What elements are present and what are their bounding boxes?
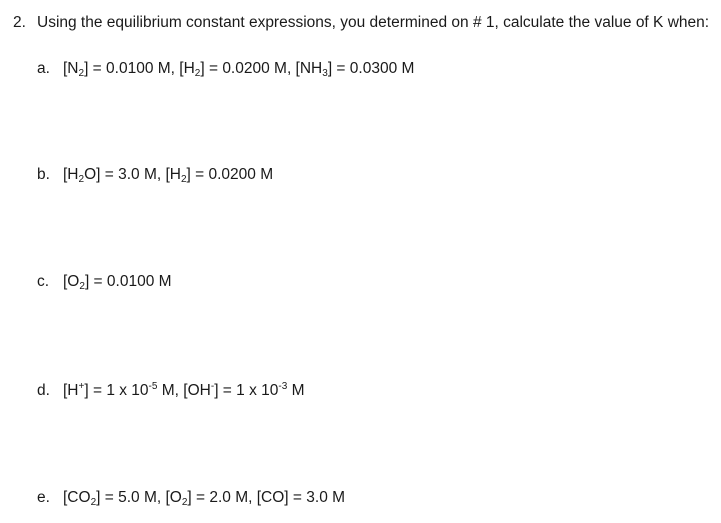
part-d: [37, 381, 305, 401]
part-text: ] = 0.0300 M: [327, 60, 415, 77]
part-letter: a.: [37, 60, 50, 77]
part-text: ] = 1 x 10: [214, 382, 279, 399]
part-text: ] = 5.0 M, [O: [96, 489, 182, 506]
part-text: ] = 0.0200 M, [NH: [200, 60, 323, 77]
part-text: [O: [63, 273, 80, 290]
part-text: ] = 2.0 M, [CO] = 3.0 M: [187, 489, 346, 506]
part-text: M, [OH: [157, 382, 211, 399]
part-b: [37, 165, 273, 185]
part-text: O] = 3.0 M, [H: [84, 166, 181, 183]
part-text: ] = 0.0100 M, [H: [84, 60, 195, 77]
part-text: [H: [63, 166, 79, 183]
part-text: ] = 1 x 10: [84, 382, 149, 399]
part-letter: e.: [37, 489, 50, 506]
part-text: [H: [63, 382, 79, 399]
question-2: [13, 12, 713, 34]
superscript: -5: [148, 381, 158, 392]
part-text: [CO: [63, 489, 91, 506]
question-text: Using the equilibrium constant expressions, you determined on # 1, calculate the value of K when:: [37, 14, 710, 31]
part-e: [37, 488, 345, 508]
superscript: +: [78, 381, 85, 392]
part-letter: c.: [37, 273, 50, 290]
part-text: [N: [63, 60, 79, 77]
subscript: 2: [78, 68, 85, 79]
subscript: 2: [180, 174, 187, 185]
subscript: 2: [181, 497, 188, 508]
subscript: 2: [79, 281, 85, 292]
subscript: 2: [78, 174, 85, 185]
subscript: 3: [322, 68, 328, 79]
subscript: 2: [194, 68, 201, 79]
part-c: [37, 272, 172, 292]
part-text: ] = 0.0200 M: [186, 166, 274, 183]
superscript: -3: [278, 381, 288, 392]
part-letter: b.: [37, 166, 50, 183]
superscript: -: [210, 381, 215, 392]
part-a: [37, 59, 414, 79]
subscript: 2: [90, 497, 97, 508]
part-text: M: [287, 382, 305, 399]
part-letter: d.: [37, 382, 50, 399]
question-number: 2.: [13, 14, 26, 31]
part-text: ] = 0.0100 M: [84, 273, 172, 290]
